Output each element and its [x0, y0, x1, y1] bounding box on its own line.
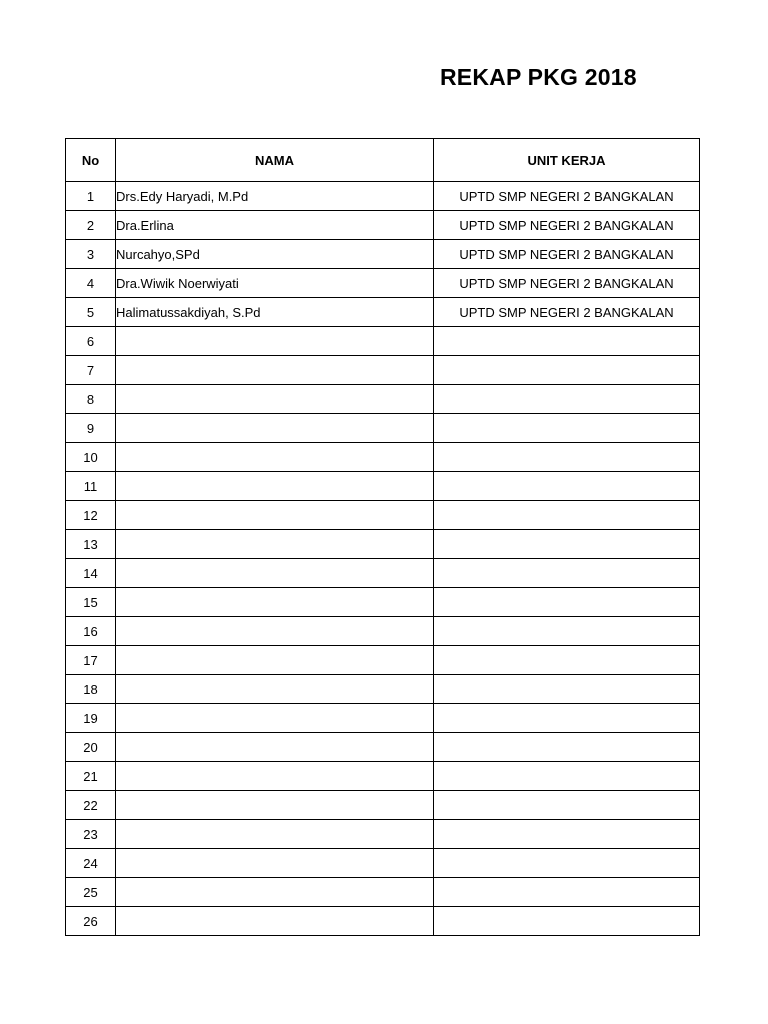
nama-cell	[116, 849, 434, 878]
page-title: REKAP PKG 2018	[440, 64, 637, 90]
nama-cell	[116, 617, 434, 646]
unit-kerja-cell: UPTD SMP NEGERI 2 BANGKALAN	[434, 182, 700, 211]
nama-cell	[116, 907, 434, 936]
nama-cell	[116, 762, 434, 791]
row-number-cell: 2	[66, 211, 116, 240]
table-row	[66, 849, 700, 878]
row-number-cell: 13	[66, 530, 116, 559]
unit-kerja-cell: UPTD SMP NEGERI 2 BANGKALAN	[434, 269, 700, 298]
nama-cell: Dra.Wiwik Noerwiyati	[116, 269, 434, 298]
nama-cell	[116, 385, 434, 414]
unit-kerja-cell	[434, 356, 700, 385]
table-body	[66, 182, 700, 936]
row-number-cell: 10	[66, 443, 116, 472]
nama-cell: Dra.Erlina	[116, 211, 434, 240]
unit-kerja-cell: UPTD SMP NEGERI 2 BANGKALAN	[434, 211, 700, 240]
row-number-cell: 15	[66, 588, 116, 617]
unit-kerja-cell	[434, 762, 700, 791]
row-number-cell: 19	[66, 704, 116, 733]
unit-kerja-cell	[434, 878, 700, 907]
row-number-cell: 1	[66, 182, 116, 211]
unit-kerja-cell	[434, 414, 700, 443]
row-number-cell: 26	[66, 907, 116, 936]
row-number-cell: 5	[66, 298, 116, 327]
table-row	[66, 182, 700, 211]
table-row	[66, 356, 700, 385]
unit-kerja-cell	[434, 327, 700, 356]
table-row	[66, 820, 700, 849]
table-row	[66, 530, 700, 559]
table-row	[66, 298, 700, 327]
table-row	[66, 559, 700, 588]
unit-kerja-cell	[434, 646, 700, 675]
unit-kerja-cell	[434, 530, 700, 559]
table-row	[66, 443, 700, 472]
nama-cell	[116, 414, 434, 443]
unit-kerja-cell	[434, 791, 700, 820]
column-header-unit-kerja: UNIT KERJA	[434, 139, 700, 182]
nama-cell	[116, 675, 434, 704]
unit-kerja-cell	[434, 733, 700, 762]
unit-kerja-cell	[434, 849, 700, 878]
header-row	[66, 139, 700, 182]
table-header	[66, 139, 700, 182]
table-row	[66, 733, 700, 762]
row-number-cell: 6	[66, 327, 116, 356]
unit-kerja-cell	[434, 588, 700, 617]
row-number-cell: 4	[66, 269, 116, 298]
nama-cell	[116, 704, 434, 733]
unit-kerja-cell	[434, 820, 700, 849]
unit-kerja-cell	[434, 472, 700, 501]
table-row	[66, 907, 700, 936]
row-number-cell: 3	[66, 240, 116, 269]
nama-cell	[116, 443, 434, 472]
nama-cell	[116, 501, 434, 530]
nama-cell	[116, 733, 434, 762]
column-header-no: No	[66, 139, 116, 182]
row-number-cell: 16	[66, 617, 116, 646]
table-row	[66, 414, 700, 443]
unit-kerja-cell	[434, 443, 700, 472]
nama-cell: Halimatussakdiyah, S.Pd	[116, 298, 434, 327]
table-row	[66, 211, 700, 240]
table-row	[66, 791, 700, 820]
row-number-cell: 23	[66, 820, 116, 849]
row-number-cell: 24	[66, 849, 116, 878]
nama-cell	[116, 472, 434, 501]
row-number-cell: 9	[66, 414, 116, 443]
row-number-cell: 7	[66, 356, 116, 385]
table-row	[66, 269, 700, 298]
nama-cell	[116, 356, 434, 385]
unit-kerja-cell	[434, 559, 700, 588]
row-number-cell: 12	[66, 501, 116, 530]
table-row	[66, 878, 700, 907]
nama-cell: Nurcahyo,SPd	[116, 240, 434, 269]
row-number-cell: 21	[66, 762, 116, 791]
nama-cell	[116, 878, 434, 907]
nama-cell	[116, 327, 434, 356]
unit-kerja-cell	[434, 385, 700, 414]
table-row	[66, 588, 700, 617]
unit-kerja-cell: UPTD SMP NEGERI 2 BANGKALAN	[434, 240, 700, 269]
nama-cell	[116, 646, 434, 675]
unit-kerja-cell	[434, 501, 700, 530]
nama-cell	[116, 559, 434, 588]
table-row	[66, 675, 700, 704]
row-number-cell: 11	[66, 472, 116, 501]
nama-cell	[116, 791, 434, 820]
table-row	[66, 501, 700, 530]
unit-kerja-cell: UPTD SMP NEGERI 2 BANGKALAN	[434, 298, 700, 327]
nama-cell	[116, 588, 434, 617]
row-number-cell: 22	[66, 791, 116, 820]
nama-cell	[116, 530, 434, 559]
row-number-cell: 25	[66, 878, 116, 907]
unit-kerja-cell	[434, 704, 700, 733]
unit-kerja-cell	[434, 675, 700, 704]
nama-cell	[116, 820, 434, 849]
row-number-cell: 18	[66, 675, 116, 704]
row-number-cell: 14	[66, 559, 116, 588]
table-row	[66, 472, 700, 501]
table-row	[66, 240, 700, 269]
table-row	[66, 646, 700, 675]
table-row	[66, 617, 700, 646]
row-number-cell: 8	[66, 385, 116, 414]
nama-cell: Drs.Edy Haryadi, M.Pd	[116, 182, 434, 211]
table-row	[66, 327, 700, 356]
table-row	[66, 704, 700, 733]
table-row	[66, 762, 700, 791]
unit-kerja-cell	[434, 617, 700, 646]
row-number-cell: 20	[66, 733, 116, 762]
rekap-table	[65, 138, 700, 936]
column-header-nama: NAMA	[116, 139, 434, 182]
unit-kerja-cell	[434, 907, 700, 936]
row-number-cell: 17	[66, 646, 116, 675]
table-row	[66, 385, 700, 414]
